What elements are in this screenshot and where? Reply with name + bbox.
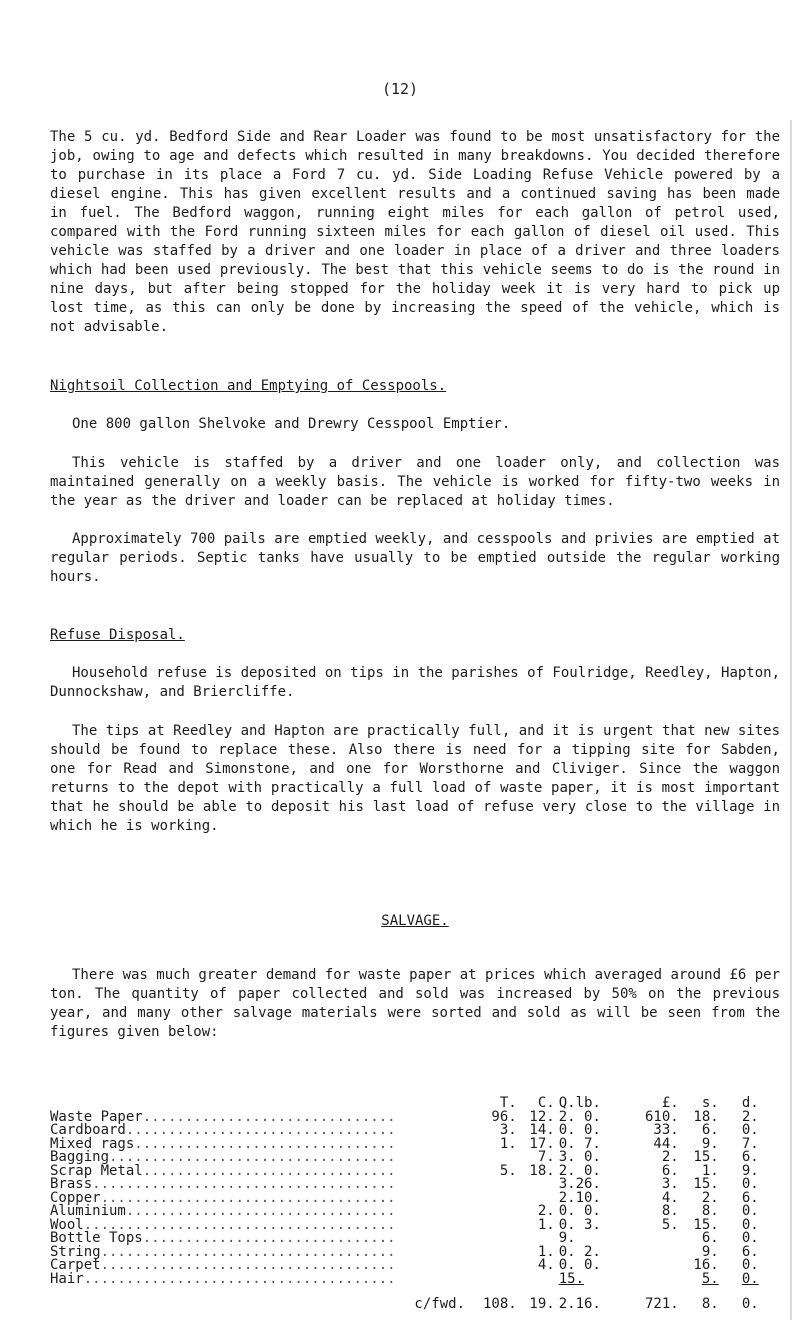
intro-paragraph: The 5 cu. yd. Bedford Side and Rear Loader was found to be most unsatisfactory for the job, owing to age and defects which resulted in many breakdowns. You decided therefore to purchase in its place a Ford 7 cu. yd. Side Loading Refuse Vehicle powered by a diesel engine. This has given excellent results and a continued saving has been made in fuel. The Bedford waggon, running eight miles for each gallon of petrol used, compared with the Ford running sixteen miles for each gallon of diesel oil used. This vehicle was staffed by a driver and one loader in place of a driver and three loaders which had been used previously. The best that this vehicle seems to do is the round in nine days, but after being stopped for the holiday week it is very hard to pick up lost time, as this can only be done by increasing the speed of the vehicle, which is not advisable. <box>50 129 780 335</box>
cell-shillings: 15. <box>693 1216 719 1233</box>
cell-qrs-lb: 0. 7. <box>558 1135 601 1152</box>
cell-cwt: 2. <box>537 1203 555 1219</box>
header-pence: d. <box>741 1095 759 1111</box>
nightsoil-paragraph-1: This vehicle is staffed by a driver and one loader only, and collection was maintained generally on a weekly basis. The vehicle is worked for fifty-two weeks in the year as the driver and loader can be replaced at holiday times. <box>50 455 780 509</box>
cell-pence: 0. <box>741 1122 759 1138</box>
cell-shillings: 15. <box>693 1176 719 1192</box>
cell-pence: 6. <box>741 1189 759 1206</box>
material-name: Waste Paper <box>50 1108 143 1125</box>
nightsoil-heading: Nightsoil Collection and Emptying of Cesspools. <box>50 378 447 394</box>
material-label <box>50 1270 483 1287</box>
material-name: Copper <box>50 1189 101 1206</box>
salvage-heading: SALVAGE. <box>381 913 449 929</box>
dot-leader: .................................... <box>92 1176 396 1192</box>
cell-pounds: 8. <box>661 1203 679 1219</box>
material-name: Hair <box>50 1270 84 1287</box>
refuse-paragraph-2: The tips at Reedley and Hapton are practically full, and it is urgent that new sites should be found to replace these. Also there is need for a tipping site for Sabden, one for Read and Simonstone, and one for Worsthorne and Cliviger. Since the waggon returns to the depot with practically a full load of waste paper, it is most important that he should be able to deposit his last load of refuse very close to the village in which he is working. <box>50 723 781 834</box>
dot-leader: ................................ <box>125 1203 396 1219</box>
dot-leader: ............................... <box>134 1135 396 1152</box>
cell-qrs-lb: 0. 3. <box>558 1216 601 1233</box>
salvage-paragraph: There was much greater demand for waste paper at prices which averaged around £6 per ton. The quantity of paper collected and sold was increased by 50% on the previous year, and many other salvage materials were sorted and sold as will be seen from the figures given below: <box>50 967 781 1040</box>
cell-qrs-lb: 0. 0. <box>558 1203 601 1219</box>
header-pounds: £. <box>661 1095 679 1111</box>
material-name: Bottle Tops <box>50 1230 143 1246</box>
material-name: Bagging <box>50 1149 110 1165</box>
dot-leader: ..................................... <box>83 1216 396 1233</box>
cell-pence: 0. <box>741 1270 759 1287</box>
cell-shillings: 9. <box>701 1243 719 1260</box>
cell-cwt: 14. <box>529 1122 555 1138</box>
cell-tons: 1. <box>499 1135 517 1152</box>
cell-pence: 9. <box>741 1162 759 1179</box>
carried-forward-label: c/fwd. <box>414 1296 465 1312</box>
cell-pence: 0. <box>741 1176 759 1192</box>
cell-shillings: 1. <box>701 1162 719 1179</box>
cell-qrs-lb: 2. 0. <box>558 1162 601 1179</box>
cell-cwt: 7. <box>537 1149 555 1165</box>
cell-qrs-lb: 0. 0. <box>558 1257 601 1273</box>
cell-qrs-lb: 9. <box>558 1230 576 1246</box>
cell-pounds: 33. <box>653 1122 679 1138</box>
dot-leader: .............................. <box>142 1108 396 1125</box>
material-name: Brass <box>50 1176 93 1192</box>
total-qrs-lb: 2.16. <box>558 1296 601 1312</box>
cell-shillings: 2. <box>701 1189 719 1206</box>
dot-leader: ................................... <box>100 1257 396 1273</box>
cell-tons <box>483 1246 517 1260</box>
cell-cwt: 1. <box>537 1216 555 1233</box>
cell-tons <box>483 1205 517 1219</box>
cell-pence: 0. <box>741 1203 759 1219</box>
page-edge-shadow <box>790 120 792 1320</box>
dot-leader: .............................. <box>142 1162 396 1179</box>
total-tons: 108. <box>483 1296 517 1312</box>
cell-tons: 5. <box>499 1162 517 1179</box>
cell-tons <box>483 1232 517 1246</box>
cell-cwt: 1. <box>537 1243 555 1260</box>
header-cwt: C. <box>537 1095 555 1111</box>
cell-qrs-lb: 15. <box>558 1270 585 1287</box>
cell-pounds: 4. <box>661 1189 679 1206</box>
dot-leader: .................................. <box>109 1149 396 1165</box>
cell-qrs-lb: 3. 0. <box>558 1149 601 1165</box>
cell-pounds: 610. <box>645 1108 679 1125</box>
header-qrs-lb: Q.lb. <box>558 1095 601 1111</box>
cell-cwt: 18. <box>529 1162 555 1179</box>
total-shillings: 8. <box>701 1296 719 1312</box>
header-shillings: s. <box>701 1095 719 1111</box>
cell-pence: 0. <box>741 1216 759 1233</box>
cell-pence: 6. <box>741 1149 759 1165</box>
nightsoil-vehicle: One 800 gallon Shelvoke and Drewry Cesspool Emptier. <box>72 416 511 432</box>
dot-leader: ................................ <box>125 1122 396 1138</box>
cell-tons <box>483 1192 517 1206</box>
cell-tons <box>483 1259 517 1273</box>
header-tons: T. <box>499 1095 517 1111</box>
material-name: Carpet <box>50 1257 101 1273</box>
cell-tons <box>483 1273 517 1287</box>
cell-pounds: 6. <box>661 1162 679 1179</box>
table-row <box>50 1273 759 1287</box>
refuse-heading: Refuse Disposal. <box>50 627 185 643</box>
cell-pence: 6. <box>741 1243 759 1260</box>
dot-leader: ................................... <box>100 1189 396 1206</box>
cell-pounds: 3. <box>661 1176 679 1192</box>
cell-shillings: 16. <box>693 1257 719 1273</box>
salvage-table <box>50 1097 759 1316</box>
cell-shillings: 5. <box>701 1270 719 1287</box>
cell-cwt <box>517 1273 555 1287</box>
dot-leader: ................................... <box>100 1243 396 1260</box>
cell-shillings: 6. <box>701 1122 719 1138</box>
cell-shillings: 9. <box>701 1135 719 1152</box>
cell-cwt: 4. <box>537 1257 555 1273</box>
material-name: Aluminium <box>50 1203 126 1219</box>
cell-qrs-lb: 2.10. <box>558 1189 601 1206</box>
material-name: Mixed rags <box>50 1135 135 1152</box>
totals-row <box>50 1286 759 1316</box>
cell-tons: 3. <box>499 1122 517 1138</box>
cell-cwt <box>517 1178 555 1192</box>
cell-qrs-lb: 0. 0. <box>558 1122 601 1138</box>
total-pounds: 721. <box>645 1296 679 1312</box>
cell-qrs-lb: 0. 2. <box>558 1243 601 1260</box>
cell-tons <box>483 1178 517 1192</box>
dot-leader: ..................................... <box>83 1270 396 1287</box>
page-number: (12) <box>381 80 419 98</box>
refuse-paragraph-1: Household refuse is deposited on tips in the parishes of Foulridge, Reedley, Hapton, Dunnockshaw, and Briercliffe. <box>50 665 781 700</box>
cell-shillings: 15. <box>693 1149 719 1165</box>
material-name: Scrap Metal <box>50 1162 143 1179</box>
cell-qrs-lb: 3.26. <box>558 1176 601 1192</box>
cell-shillings: 8. <box>701 1203 719 1219</box>
cell-tons <box>483 1219 517 1233</box>
nightsoil-paragraph-2: Approximately 700 pails are emptied weekly, and cesspools and privies are emptied at regular periods. Septic tanks have usually to be emptied outside the regular working hours. <box>50 531 781 585</box>
cell-cwt: 12. <box>529 1108 555 1125</box>
total-cwt: 19. <box>529 1296 555 1312</box>
cell-pence: 0. <box>741 1257 759 1273</box>
material-name: Cardboard <box>50 1122 126 1138</box>
total-pence: 0. <box>741 1296 759 1312</box>
cell-pounds <box>619 1232 679 1246</box>
cell-pence: 0. <box>741 1230 759 1246</box>
cell-cwt: 17. <box>529 1135 555 1152</box>
cell-pounds: 5. <box>661 1216 679 1233</box>
cell-qrs-lb: 2. 0. <box>558 1108 601 1125</box>
material-name: Wool <box>50 1216 84 1233</box>
cell-pounds: 2. <box>661 1149 679 1165</box>
cell-tons: 96. <box>491 1108 517 1125</box>
cell-pounds <box>619 1259 679 1273</box>
cell-shillings: 6. <box>701 1230 719 1246</box>
cell-pence: 2. <box>741 1108 759 1125</box>
cell-pence: 7. <box>741 1135 759 1152</box>
dot-leader: .............................. <box>142 1230 396 1246</box>
material-name: String <box>50 1243 101 1260</box>
cell-pounds: 44. <box>653 1135 679 1152</box>
cell-pounds <box>619 1273 679 1287</box>
cell-pounds <box>619 1246 679 1260</box>
cell-shillings: 18. <box>693 1108 719 1125</box>
